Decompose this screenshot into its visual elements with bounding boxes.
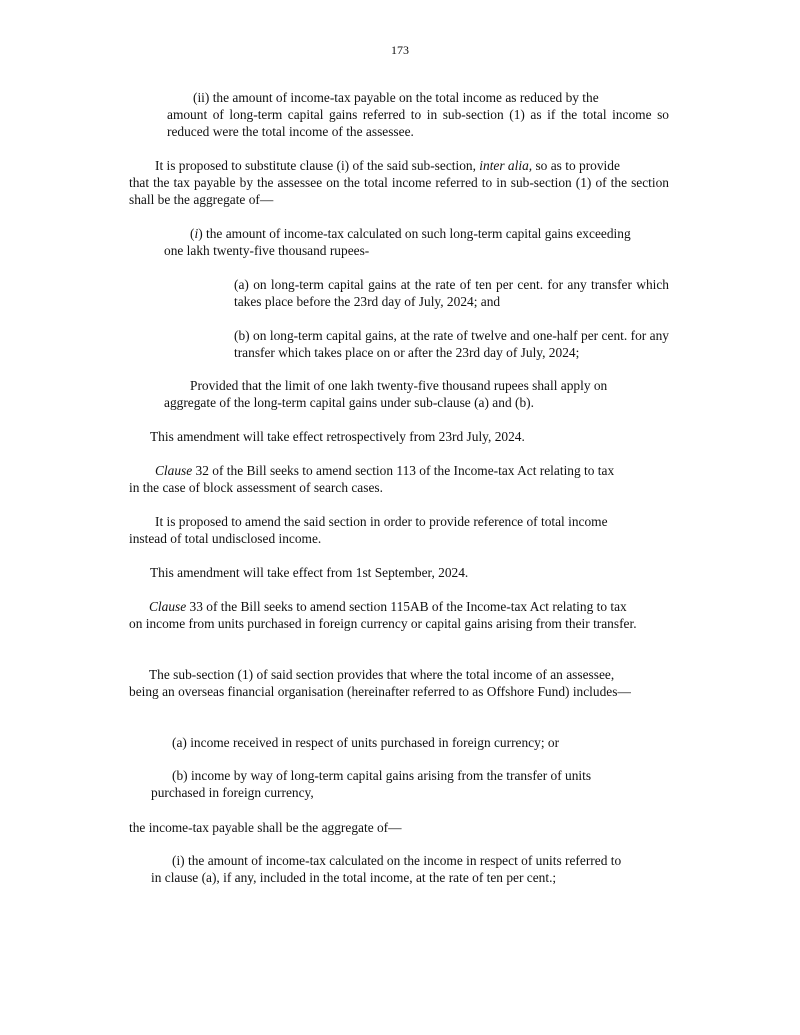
paragraph-clause-ii — [167, 89, 669, 140]
paragraph-proviso — [164, 377, 669, 411]
paragraph-effect-retrospective: This amendment will take effect retrospectively from 23rd July, 2024. — [150, 429, 525, 444]
paragraph-item-b — [151, 767, 669, 801]
italic-clause: Clause — [155, 463, 193, 478]
paragraph-item-i — [151, 852, 669, 886]
paragraph-proposal-amend — [129, 513, 669, 547]
paragraph-first-line: (ii) the amount of income-tax payable on the total income as reduced by the — [193, 90, 599, 105]
paragraph-first-line: (i) the amount of income-tax calculated on the income in respect of units referred to — [172, 853, 622, 868]
text-run: ( — [190, 226, 195, 241]
paragraph-first-line: (b) income by way of long-term capital gains arising from the transfer of units — [172, 768, 592, 783]
paragraph-rest: amount of long-term capital gains referred to in sub-section (1) as if the total income so reduced were the total income of the assessee. — [167, 107, 669, 139]
paragraph-rest: that the tax payable by the assessee on the total income referred to in sub-section (1) of the section shall be the aggregate of— — [129, 175, 669, 207]
italic-i: i — [194, 226, 199, 241]
paragraph-rest: instead of total undisclosed income. — [129, 531, 322, 546]
paragraph-clause-33 — [129, 598, 669, 632]
page-number: 173 — [391, 43, 409, 57]
paragraph-rest: in the case of block assessment of search cases. — [129, 480, 383, 495]
italic-clause: Clause — [149, 599, 187, 614]
paragraph-item-a: (a) income received in respect of units purchased in foreign currency; or — [172, 735, 560, 750]
text-run: 32 of the Bill seeks to amend section 113 of the Income-tax Act relating to tax — [192, 463, 615, 478]
paragraph-subclause-b: (b) on long-term capital gains, at the rate of twelve and one-half per cent. for any transfer which takes place on or after the 23rd day of July, 2024; — [234, 328, 669, 360]
paragraph-rest: on income from units purchased in foreign currency or capital gains arising from their transfer. — [129, 616, 637, 631]
paragraph-rest: one lakh twenty-five thousand rupees- — [164, 243, 370, 258]
paragraph-clause-i — [164, 225, 669, 259]
paragraph-first-line: The sub-section (1) of said section provides that where the total income of an assessee, — [149, 667, 615, 682]
paragraph-aggregate: the income-tax payable shall be the aggregate of— — [129, 820, 402, 835]
paragraph-rest: in clause (a), if any, included in the total income, at the rate of ten per cent.; — [151, 870, 557, 885]
text-run: 33 of the Bill seeks to amend section 115AB of the Income-tax Act relating to tax — [186, 599, 627, 614]
text-run: so as to provide — [532, 158, 620, 173]
paragraph-rest: purchased in foreign currency, — [151, 785, 314, 800]
paragraph-clause-32 — [129, 462, 669, 496]
paragraph-effect-september: This amendment will take effect from 1st September, 2024. — [150, 565, 469, 580]
italic-inter-alia: inter alia, — [479, 158, 533, 173]
paragraph-proposal-substitute — [129, 157, 669, 208]
paragraph-first-line: It is proposed to amend the said section in order to provide reference of total income — [155, 514, 608, 529]
paragraph-subclause-a: (a) on long-term capital gains at the rate of ten per cent. for any transfer which takes place before the 23rd day of July, 2024; and — [234, 277, 669, 309]
paragraph-rest: aggregate of the long-term capital gains under sub-clause (a) and (b). — [164, 395, 534, 410]
paragraph-rest: being an overseas financial organisation (hereinafter referred to as Offshore Fund) includes— — [129, 684, 631, 699]
paragraph-subsection-1 — [129, 666, 669, 700]
text-run: It is proposed to substitute clause (i) of the said sub-section, — [155, 158, 480, 173]
paragraph-first-line: Provided that the limit of one lakh twenty-five thousand rupees shall apply on — [190, 378, 608, 393]
text-run: ) the amount of income-tax calculated on such long-term capital gains exceeding — [198, 226, 631, 241]
